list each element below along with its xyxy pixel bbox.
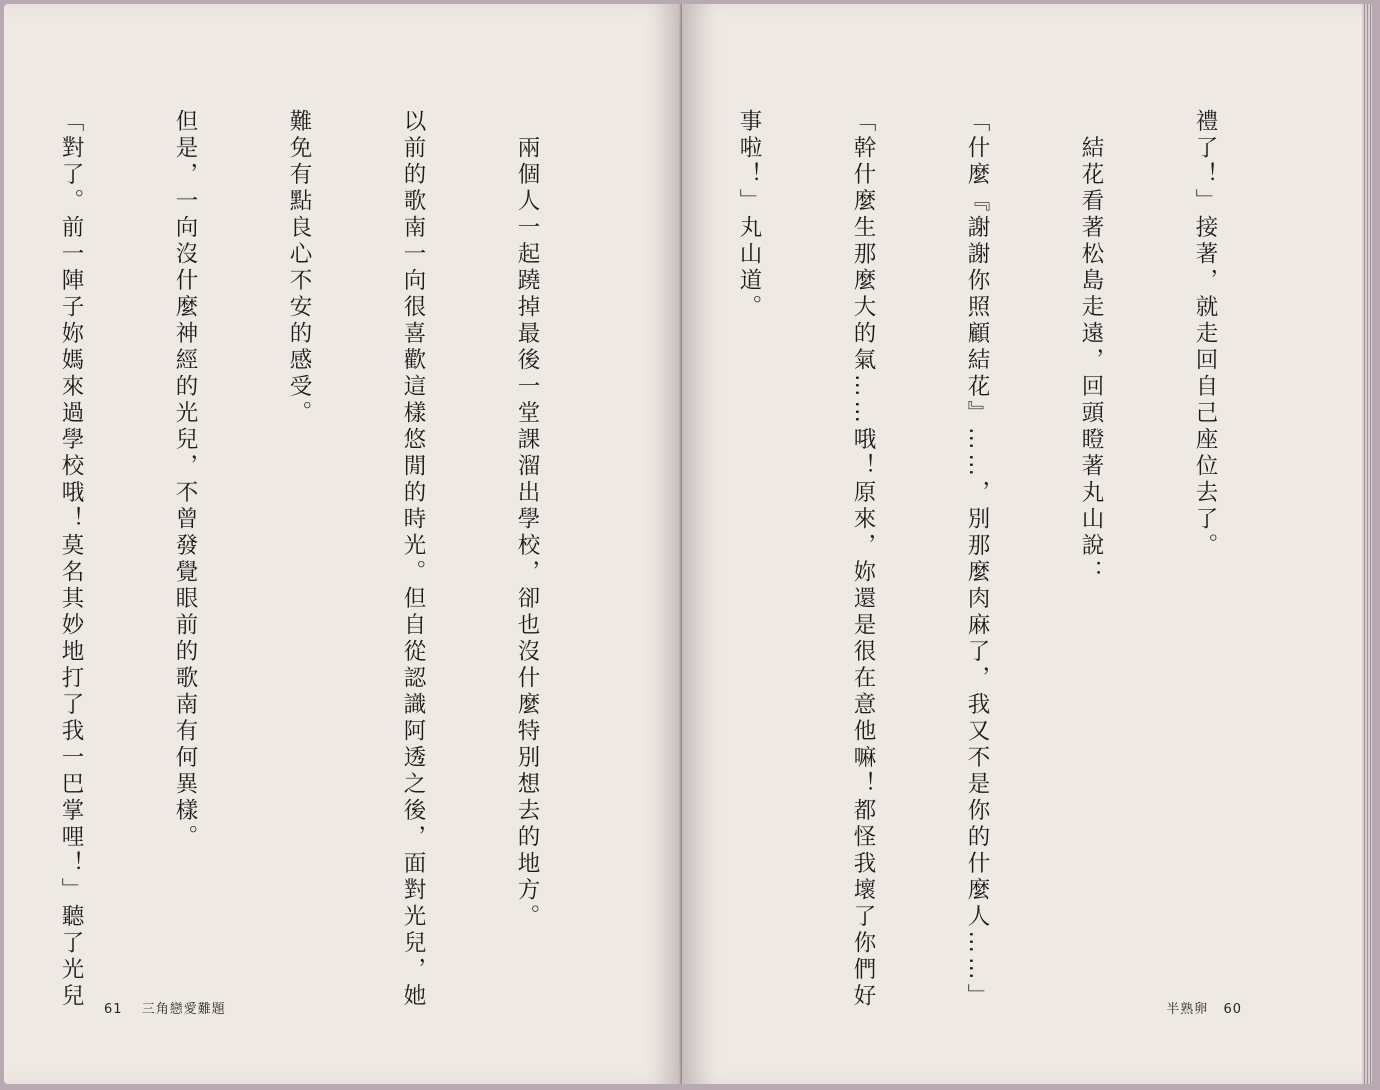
text-line: 以前的歌南一向很喜歡這樣悠閒的時光。但自從認識阿透之後，面對光兒，她	[400, 109, 426, 1010]
text-line: 「對了。前一陣子妳媽來過學校哦！莫名其妙地打了我一巴掌哩！」聽了光兒	[58, 109, 84, 1010]
text-line: 「幹什麼生那麼大的氣……哦！原來，妳還是很在意他嘛！都怪我壞了你們好	[850, 109, 876, 1010]
left-page-footer	[104, 998, 240, 1017]
page-number: 60	[1223, 1002, 1242, 1017]
text-line: 難免有點良心不安的感受。	[286, 109, 312, 427]
page-edges	[1362, 4, 1372, 1084]
text-line: 但是，一向沒什麼神經的光兒，不曾發覺眼前的歌南有何異樣。	[172, 109, 198, 851]
running-title: 半熟卵	[1166, 1002, 1209, 1017]
page-number: 61	[104, 1002, 123, 1017]
right-page	[682, 4, 1372, 1084]
left-page	[4, 4, 682, 1084]
running-title: 三角戀愛難題	[141, 1002, 226, 1017]
text-line: 事啦！」丸山道。	[736, 109, 762, 321]
text-line: 禮了！」接著，就走回自己座位去了。	[1192, 109, 1218, 560]
right-page-footer	[1166, 998, 1242, 1017]
text-line: 兩個人一起蹺掉最後一堂課溜出學校，卻也沒什麼特別想去的地方。	[514, 109, 540, 931]
text-line: 結花看著松島走遠，回頭瞪著丸山說：	[1078, 109, 1104, 586]
text-line: 「什麼『謝謝你照顧結花』……，別那麼肉麻了，我又不是你的什麼人……」	[964, 109, 990, 1010]
